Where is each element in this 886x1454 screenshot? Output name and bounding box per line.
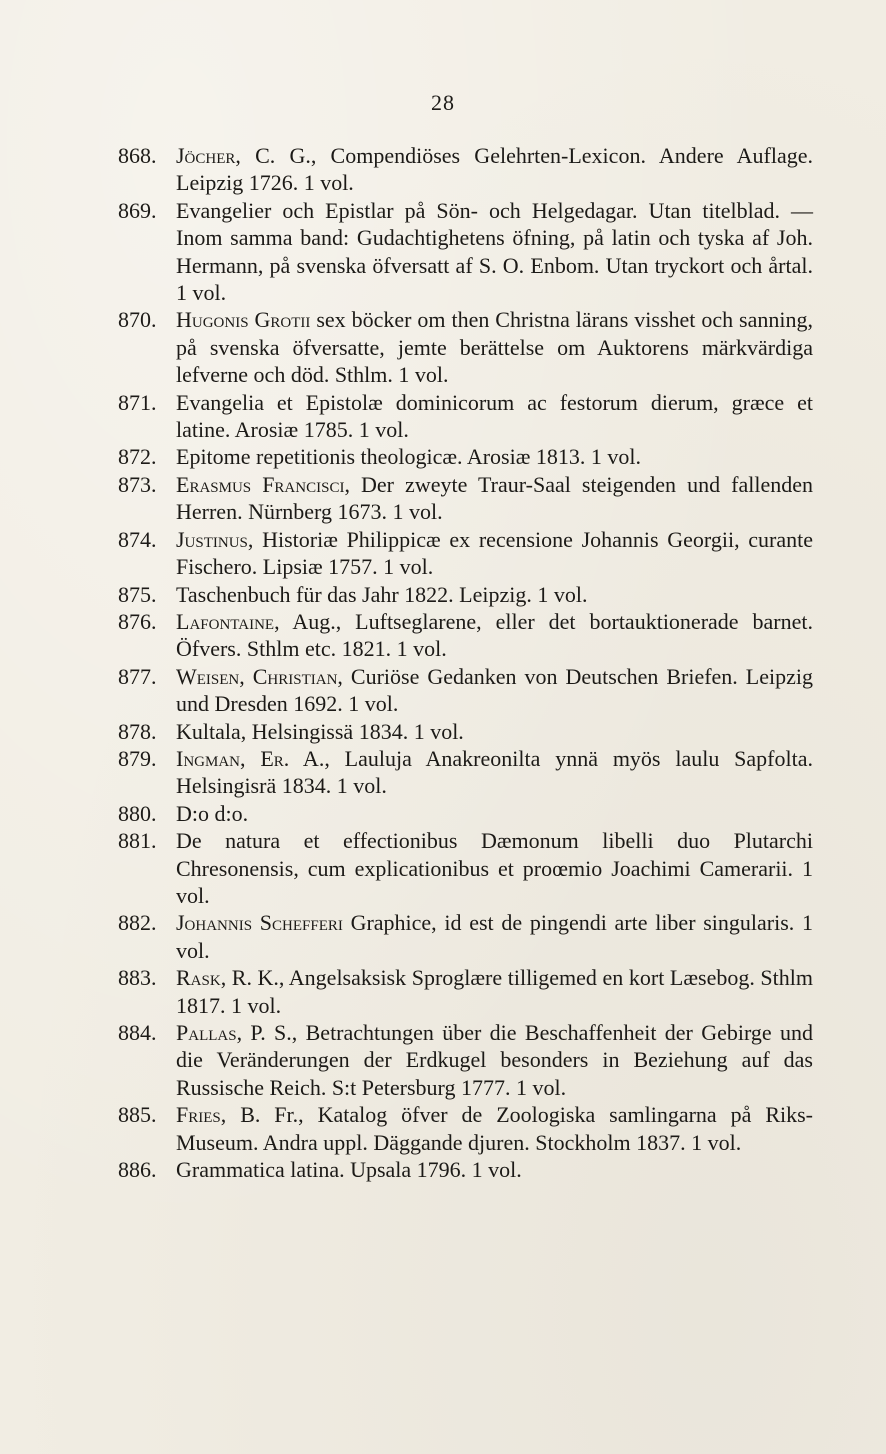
entry-description: Kultala, Helsingissä 1834. 1 vol. (176, 718, 464, 744)
entry-author: Weisen, Christian (176, 663, 338, 689)
entry-number: 873. (118, 471, 157, 497)
entry-number: 874. (118, 526, 157, 552)
entry-text (176, 608, 813, 663)
entry-author: Hugonis Grotii (176, 307, 311, 333)
catalog-entry (118, 581, 813, 608)
entry-text (176, 471, 813, 526)
entry-description: Grammatica latina. Upsala 1796. 1 vol. (176, 1157, 522, 1183)
entry-description: D:o d:o. (176, 800, 249, 826)
catalog-entry (118, 1101, 813, 1156)
entry-description: Graphice, id est de pingendi arte liber singularis. 1 vol. (176, 910, 813, 963)
catalog-entry (118, 1156, 813, 1183)
entry-text (176, 745, 813, 800)
entry-number: 870. (118, 307, 157, 333)
catalog-entries (118, 142, 813, 1183)
catalog-entry (118, 909, 813, 964)
entry-text (176, 964, 813, 1019)
entry-text (176, 663, 813, 718)
catalog-entry (118, 718, 813, 745)
entry-text (176, 800, 813, 827)
entry-author: Fries (176, 1102, 221, 1128)
entry-number: 883. (118, 965, 157, 991)
entry-author: Justinus (176, 526, 248, 552)
entry-description: , B. Fr., Katalog öfver de Zoologiska samlingarna på Riks-Museum. Andra uppl. Däggande djuren. Stockholm 1837. 1 vol. (176, 1102, 813, 1155)
catalog-entry (118, 306, 813, 388)
entry-description: A., Lauluja Anakreonilta ynnä myös laulu Sapfolta. Helsingisrä 1834. 1 vol. (176, 745, 813, 799)
entry-number: 875. (118, 581, 157, 607)
catalog-entry (118, 608, 813, 663)
entry-text (176, 1101, 813, 1156)
entry-text (176, 909, 813, 964)
catalog-entry (118, 471, 813, 526)
entry-description: , Historiæ Philippicæ ex recensione Johannis Georgii, curante Fischero. Lipsiæ 1757. 1 vol. (176, 526, 813, 580)
catalog-entry (118, 745, 813, 800)
catalog-entry (118, 663, 813, 718)
catalog-entry (118, 800, 813, 827)
entry-text (176, 306, 813, 388)
entry-text (176, 827, 813, 909)
catalog-entry (118, 443, 813, 470)
entry-text (176, 389, 813, 444)
entry-number: 885. (118, 1102, 157, 1128)
entry-description: , P. S., Betrachtungen über die Beschaffenheit der Gebirge und die Veränderungen der Erdkugel besonders in Beziehung auf das Russische Reich. S:t Petersburg 1777. 1 vol. (176, 1020, 813, 1100)
entry-description: Epitome repetitionis theologicæ. Arosiæ 1813. 1 vol. (176, 444, 642, 470)
catalog-entry (118, 1019, 813, 1101)
entry-description: , Curiöse Gedanken von Deutschen Briefen. Leipzig und Dresden 1692. 1 vol. (176, 663, 813, 717)
entry-number: 879. (118, 745, 157, 771)
entry-author: Jöcher (176, 143, 236, 168)
entry-description: Taschenbuch für das Jahr 1822. Leipzig. 1 vol. (176, 581, 588, 607)
entry-text (176, 1019, 813, 1101)
entry-text (176, 581, 813, 608)
catalog-entry (118, 389, 813, 444)
entry-number: 877. (118, 663, 157, 689)
catalog-entry (118, 142, 813, 197)
entry-number: 876. (118, 608, 157, 634)
entry-number: 872. (118, 444, 157, 470)
entry-text (176, 718, 813, 745)
entry-author: Ingman, Er. (176, 745, 290, 771)
page-number: 28 (431, 90, 455, 115)
entry-number: 886. (118, 1157, 157, 1183)
entry-number: 878. (118, 718, 157, 744)
catalog-entry (118, 964, 813, 1019)
entry-text (176, 1156, 813, 1183)
entry-number: 880. (118, 800, 157, 826)
entry-number: 882. (118, 910, 157, 936)
catalog-entry (118, 197, 813, 307)
entry-author: Rask (176, 965, 221, 991)
entry-author: Lafontaine (176, 608, 275, 634)
entry-author: Johannis Schefferi (176, 910, 343, 936)
entry-text (176, 526, 813, 581)
entry-description: Evangelier och Epistlar på Sön- och Helgedagar. Utan titelblad. — Inom samma band: Gudachtighetens öfning, på latin och tyska af Joh. Hermann, på svenska öfversatt af S. O. Enbom. Utan tryckort och årtal. 1 vol. (176, 197, 813, 306)
entry-number: 881. (118, 828, 157, 854)
catalog-entry (118, 827, 813, 909)
catalog-entry (118, 526, 813, 581)
entry-text (176, 443, 813, 470)
entry-description: , R. K., Angelsaksisk Sproglære tilligemed en kort Læsebog. Sthlm 1817. 1 vol. (176, 965, 813, 1018)
entry-description: , Der zweyte Traur-Saal steigenden und fallenden Herren. Nürnberg 1673. 1 vol. (176, 471, 813, 525)
entry-author: Erasmus Francisci (176, 471, 345, 497)
entry-description: , Aug., Luftseglarene, eller det bortauktionerade barnet. Öfvers. Sthlm etc. 1821. 1 vol. (176, 608, 813, 662)
entry-text (176, 197, 813, 307)
entry-description: sex böcker om then Christna lärans visshet och sanning, på svenska öfversatte, jemte berättelse om Auktorens märkvärdiga lefverne och död. Sthlm. 1 vol. (176, 307, 813, 388)
entry-text (176, 142, 813, 197)
entry-description: Evangelia et Epistolæ dominicorum ac festorum dierum, græce et latine. Arosiæ 1785. 1 vol. (176, 389, 813, 443)
entry-number: 869. (118, 197, 157, 223)
entry-description: De natura et effectionibus Dæmonum libelli duo Plutarchi Chresonensis, cum explicationibus et proœmio Joachimi Camerarii. 1 vol. (176, 828, 813, 908)
entry-description: , C. G., Compendiöses Gelehrten-Lexicon. Andere Auflage. Leipzig 1726. 1 vol. (176, 143, 813, 196)
entry-number: 871. (118, 389, 157, 415)
entry-number: 868. (118, 143, 157, 168)
entry-author: Pallas (176, 1020, 237, 1045)
entry-number: 884. (118, 1020, 157, 1045)
